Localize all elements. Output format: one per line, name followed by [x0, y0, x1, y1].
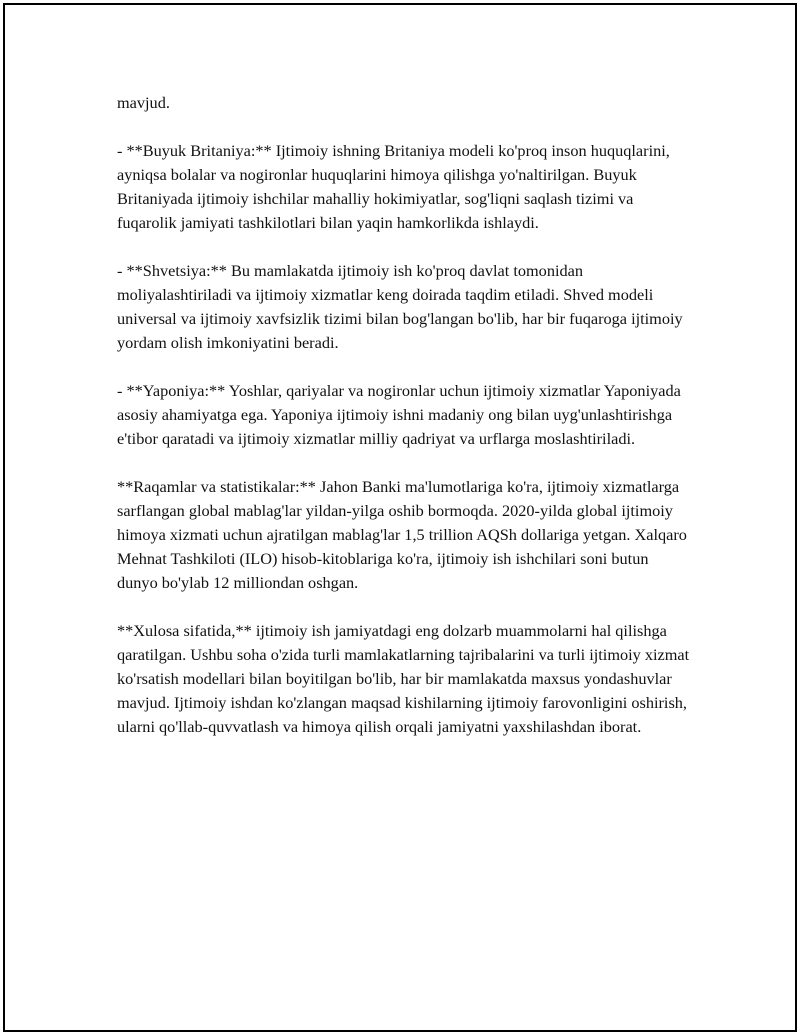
paragraph-continuation: mavjud.	[117, 93, 170, 112]
paragraph-shvetsiya: - **Shvetsiya:** Bu mamlakatda ijtimoiy ish ko'proq davlat tomonidan moliyalashtiriladi va ijtimoiy xizmatlar keng doirada taqdim etiladi. Shved modeli universal va ijtimoiy xavfsizlik tizimi bilan bog'langan bo'lib, har bir fuqaroga ijtimoiy yordam olish imkoniyatini beradi.	[117, 261, 683, 352]
paragraph-conclusion: **Xulosa sifatida,** ijtimoiy ish jamiyatdagi eng dolzarb muammolarni hal qilishga qaratilgan. Ushbu soha o'zida turli mamlakatlarning tajribalarini va turli ijtimoiy xizmat ko'rsatish modellari bilan boyitilgan bo'lib, har bir mamlakatda maxsus yondashuvlar mavjud. Ijtimoiy ishdan ko'zlangan maqsad kishilarning ijtimoiy farovonligini oshirish, ularni qo'llab-quvvatlash va himoya qilish orqali jamiyatni yaxshilashdan iborat.	[117, 621, 690, 736]
document-body	[117, 91, 692, 763]
paragraph-buyuk-britaniya: - **Buyuk Britaniya:** Ijtimoiy ishning Britaniya modeli ko'proq inson huquqlarini, ayniqsa bolalar va nogironlar huquqlarini himoya qilishga yo'naltirilgan. Buyuk Britaniyada ijtimoiy ishchilar mahalliy hokimiyatlar, sog'liqni saqlash tizimi va fuqarolik jamiyati tashkilotlari bilan yaqin hamkorlikda ishlaydi.	[117, 141, 670, 232]
paragraph-statistics: **Raqamlar va statistikalar:** Jahon Banki ma'lumotlariga ko'ra, ijtimoiy xizmatlarga sarflangan global mablag'lar yildan-yilga oshib bormoqda. 2020-yilda global ijtimoiy himoya xizmati uchun ajratilgan mablag'lar 1,5 trillion AQSh dollariga yetgan. Xalqaro Mehnat Tashkiloti (ILO) hisob-kitoblariga ko'ra, ijtimoiy ish ishchilari soni butun dunyo bo'ylab 12 milliondan oshgan.	[117, 477, 687, 592]
paragraph-yaponiya: - **Yaponiya:** Yoshlar, qariyalar va nogironlar uchun ijtimoiy xizmatlar Yaponiyada asosiy ahamiyatga ega. Yaponiya ijtimoiy ishni madaniy ong bilan uyg'unlashtirishga e'tibor qaratadi va ijtimoiy xizmatlar milliy qadriyat va urflarga moslashtiriladi.	[117, 381, 681, 448]
